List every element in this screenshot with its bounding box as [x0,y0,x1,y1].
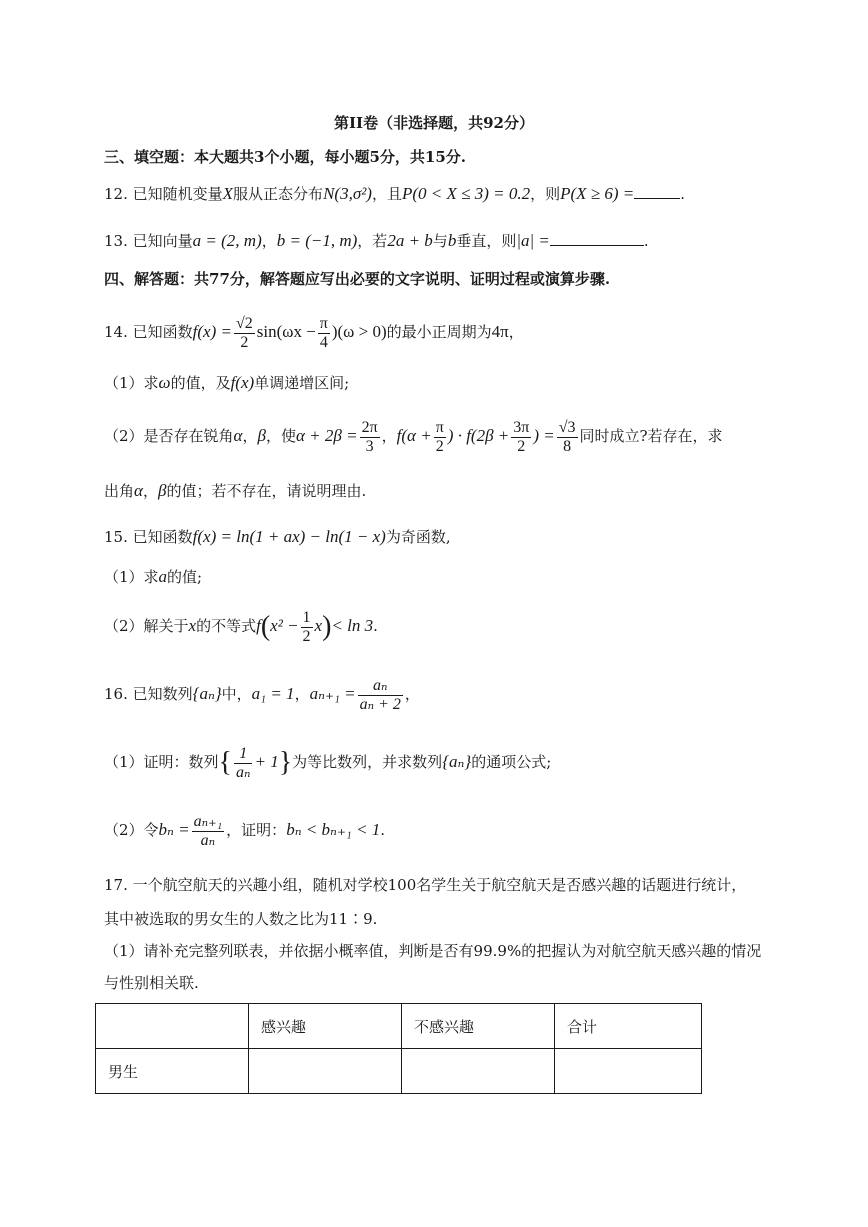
q12-number: 12. [104,185,128,203]
q16-frac-rec: $\frac{\text{aₙ}}{\text{aₙ + 2}}$ [359,676,401,713]
q14-text-1: 已知函数 [132,323,193,341]
q14-p1-text-b: 的值，及 [170,374,231,392]
q16-number: 16. [104,685,128,703]
q15-ineq1: x² − [270,616,299,635]
table-header-row [96,1004,702,1049]
q13-magnitude: |a| = [516,231,550,250]
q12-answer-blank[interactable] [634,184,680,199]
q15-text-1: 已知函数 [132,528,193,546]
q14-comma2: ， [142,482,158,500]
q15-a: a [158,567,168,586]
q14-frac-sqrt2: $\frac{√2}{2}$ [235,314,253,351]
q16-text-2: 中， [221,685,252,703]
q15-end: . [373,617,378,635]
q14-p2-text-b: ，使 [265,427,296,445]
q14-beta: β [257,426,266,445]
q14-p1-text: （1）求 [104,374,159,392]
q12-var: X [222,184,234,203]
q14-p1-text-c: 单调递增区间; [254,374,350,392]
q16-p1-text-b: 为等比数列，并求数列 [292,753,443,771]
q16-frac-inv: $\frac{1}{\text{aₙ}}$ [236,744,251,781]
q15-p1-text-b: 的值; [167,568,203,586]
q16-p1-text: （1）证明：数列 [104,753,219,771]
q14-frac-pi2: $\frac{\pi}{2}$ [435,418,444,455]
q17-line-2: 其中被选取的男女生的人数之比为11∶9. [104,910,378,928]
q17-line-4: 与性别相关联. [104,974,199,992]
q13-vector-a: a = (2, m) [192,231,262,250]
q12-text-4: ，则 [530,185,561,203]
q16-an: {aₙ} [192,684,222,703]
q13-text-4: 垂直，则 [456,232,517,250]
q14-alpha2: α [134,481,143,500]
q14-p2-text-c: ， [381,427,397,445]
q14-part2-cont [104,480,366,502]
q14-fx: f(x) [230,373,255,392]
q15-part1 [104,566,202,588]
section-title: 第II卷（非选择题，共92分） [334,114,534,132]
q15-x: x [188,616,197,635]
q15-number: 15. [104,528,128,546]
q15-p2-text-b: 的不等式 [196,617,257,635]
q14-text-2: 的最小正周期为 [386,323,492,341]
q13-end: . [643,232,649,250]
q14-frac-sqrt3: $\frac{√3}{8}$ [558,418,576,455]
q15-ineq2: x [314,616,323,635]
q12-end: . [680,185,686,203]
table-cell[interactable] [402,1049,555,1094]
q14-text-3: ， [508,323,524,341]
q17-line-1: 17. 一个航空航天的兴趣小组，随机对学校100名学生关于航空航天是否感兴趣的话题进行统计， [104,876,747,894]
part4-heading: 四、解答题：共77分，解答题应写出必要的文字说明、证明过程或演算步骤. [104,270,611,288]
q14-period: 4π [491,322,509,341]
q16-a1: a₁ = 1 [251,684,295,703]
table-header-cell: 合计 [555,1004,702,1049]
q16-text-3: ， [404,685,420,703]
q16-part2 [104,808,385,852]
q13-text-3: 与 [432,232,448,250]
table-header-cell: 感兴趣 [249,1004,402,1049]
table-cell: 男生 [96,1049,249,1094]
q14-f: f(x) = [192,322,232,341]
q13-vector-b: b = (−1, m) [276,231,358,250]
q14-p2-text: （2）是否存在锐角 [104,427,234,445]
q17-line-3: （1）请补充完整列联表，并依据小概率值，判断是否有99.9%的把握认为对航空航天感兴趣的情况 [104,942,762,960]
q13-text-1: 已知向量 [132,232,193,250]
q14-eq2c: ) = [533,426,555,445]
q14-p2-text-f: 的值；若不存在，请说明理由. [166,482,367,500]
q15-frac-half: $\frac{1}{2}$ [302,608,311,645]
q12-ask: P(X ≥ 6) = [560,184,635,203]
q16-ineq: bₙ < bₙ₊₁ < 1 [286,820,381,839]
q14-eq1: α + 2β = [295,426,358,445]
q16-end: . [380,821,386,839]
q12-text-1: 已知随机变量 [132,185,223,203]
q13-number: 13. [104,232,128,250]
question-14 [104,310,524,354]
q13-sep: ， [261,232,277,250]
q13-text-2: ，若 [357,232,388,250]
q16-comma: ， [294,685,310,703]
q14-beta2: β [157,481,167,500]
q15-fx: f(x) = ln(1 + ax) − ln(1 − x) [192,527,386,546]
q16-bn: bₙ = [158,820,190,839]
q12-text-3: ，且 [371,185,402,203]
q14-frac-2pi3: $\frac{2\pi}{3}$ [361,418,378,455]
q16-frac-bn: $\frac{\text{aₙ₊₁}}{\text{aₙ}}$ [193,812,223,849]
q14-sin: sin(ωx − [256,322,316,341]
table-header-cell: 不感兴趣 [402,1004,555,1049]
q15-p2-text: （2）解关于 [104,617,189,635]
q14-comma: ， [242,427,258,445]
q14-alpha: α [233,426,243,445]
q16-an2: {aₙ} [442,752,472,771]
q13-vector-b2: b [447,231,457,250]
part3-heading: 三、填空题：本大题共3个小题，每小题5分，共15分. [104,148,466,166]
q12-cond: P(0 < X ≤ 3) = 0.2 [401,184,531,203]
table-header-cell [96,1004,249,1049]
q14-part2 [104,414,723,458]
q16-p2-text-b: ，证明： [226,821,287,839]
contingency-table [95,1003,702,1094]
q14-cond: )(ω > 0) [331,322,387,341]
q16-plus1: + 1 [254,752,279,771]
q14-eq2b: ) · f(2β + [447,426,510,445]
q15-p1-text: （1）求 [104,568,159,586]
table-row [96,1049,702,1094]
table-cell[interactable] [555,1049,702,1094]
q15-f: f [256,616,261,635]
q16-p2-text: （2）令 [104,821,159,839]
q13-answer-blank[interactable] [550,231,644,246]
q16-text-1: 已知数列 [132,685,193,703]
q15-part2: （2）解关于x的不等式f(x² − $\frac{1}{2}$ x)< ln 3. [104,608,378,645]
question-12 [104,183,685,205]
q14-p2-text-d: 同时成立?若存在，求 [579,427,723,445]
q14-number: 14. [104,323,128,341]
table-cell[interactable] [249,1049,402,1094]
q16-part1: （1）证明：数列{ $\frac{1}{\text{aₙ}}$ + 1}为等比数列，并求数列{aₙ}的通项公式; [104,744,552,781]
q13-expr: 2a + b [387,231,433,250]
q14-frac-pi4: $\frac{\pi}{4}$ [319,314,328,351]
q14-p2-text-e: 出角 [104,482,135,500]
q14-eq2a: f(α + [396,426,432,445]
question-13 [104,230,649,252]
q14-frac-3pi2: $\frac{3\pi}{2}$ [513,418,530,455]
question-16 [104,672,420,716]
q14-part1 [104,372,349,394]
question-15 [104,526,451,548]
q16-recurrence: aₙ₊₁ = [309,684,356,703]
q12-dist: N(3,σ²) [323,184,372,203]
q14-omega: ω [158,373,171,392]
q15-ineq3: < ln 3 [331,616,374,635]
q15-text-2: 为奇函数, [385,528,451,546]
q16-p1-text-c: 的通项公式; [471,753,552,771]
q12-text-2: 服从正态分布 [233,185,324,203]
